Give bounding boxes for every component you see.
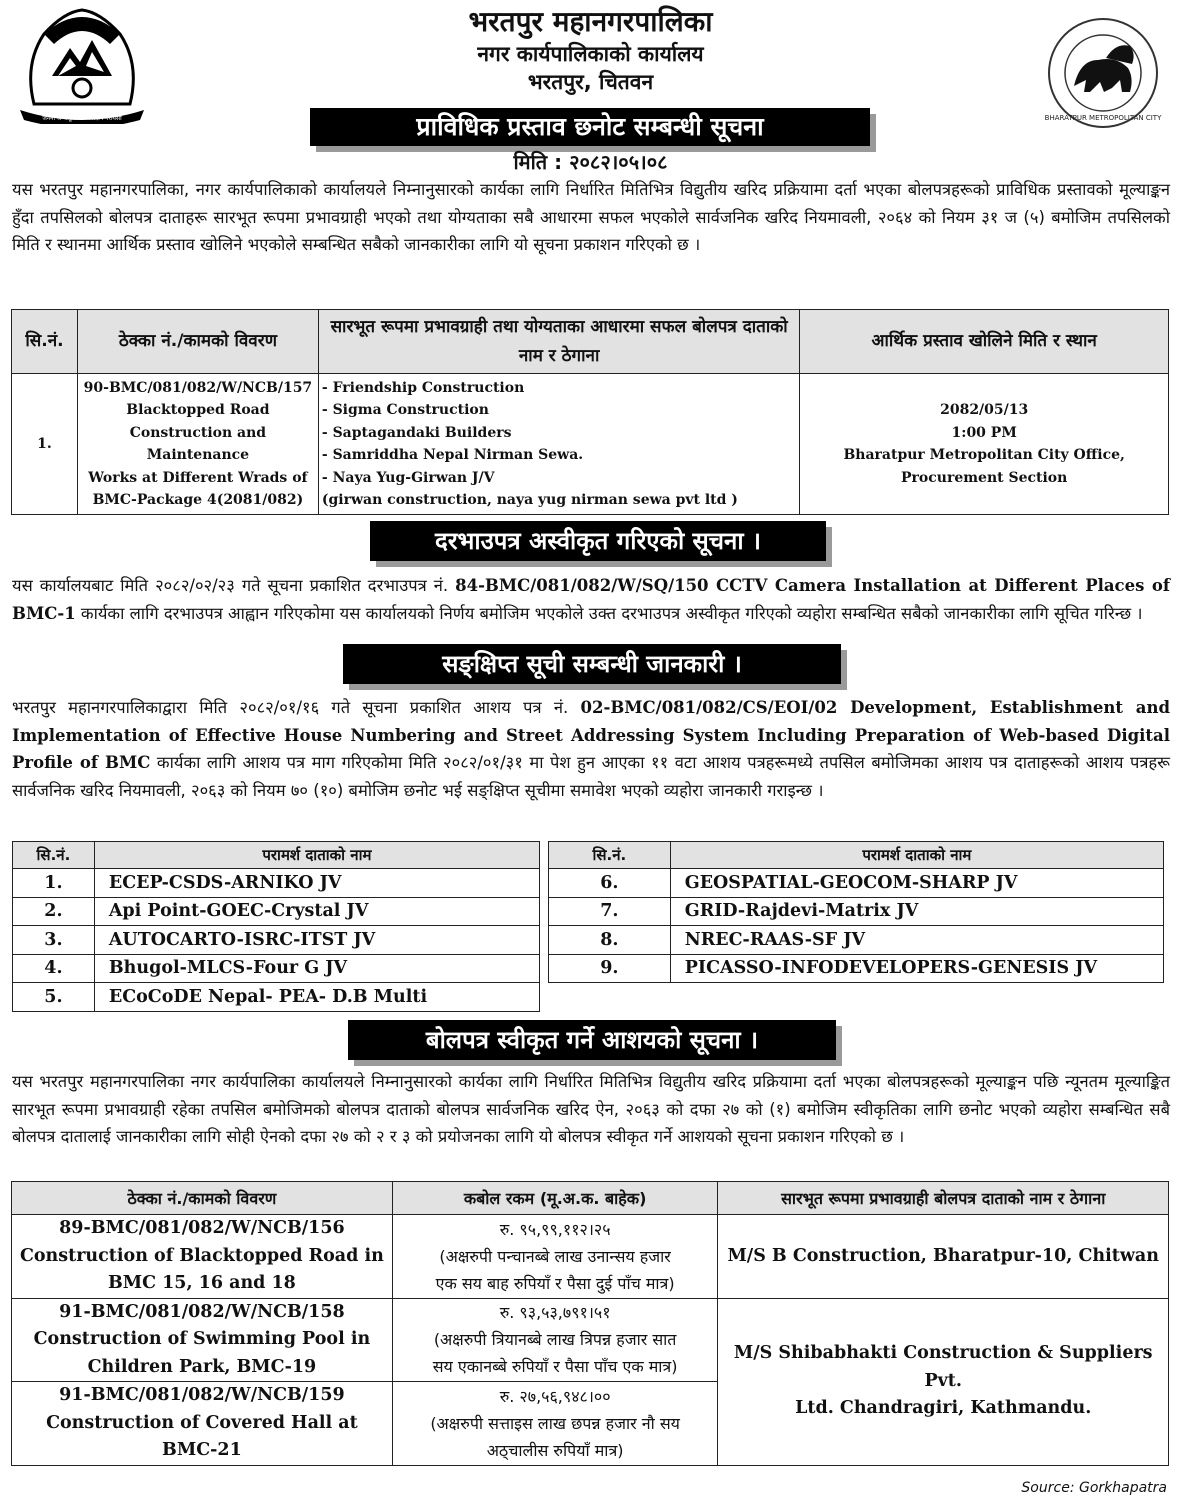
amount-words: (अक्षरुपी सत्ताइस लाख छपन्न हजार नौ सय — [430, 1413, 680, 1433]
table-row — [13, 983, 540, 1012]
table-row — [549, 926, 1164, 955]
serial-number: 9. — [549, 954, 671, 983]
serial-number: 6. — [549, 869, 671, 898]
bidder-name: M/S B Construction, Bharatpur-10, Chitwan — [718, 1215, 1169, 1299]
serial-number: 3. — [13, 926, 95, 955]
work-description — [12, 1215, 393, 1299]
consultant-name: PICASSO-INFODEVELOPERS-GENESIS JV — [670, 954, 1163, 983]
amount-figure: रु. ९५,९९,११२।२५ — [499, 1219, 611, 1239]
work-line: Construction of Blacktopped Road in — [19, 1245, 384, 1266]
table-header-row — [549, 842, 1164, 869]
notice4-body: यस भरतपुर महानगरपालिका नगर कार्यपालिका कार्यालयले निम्नानुसारको कार्यका लागि निर्धारित मितिभित्र विद्युतीय खरिद प्रक्रियामा दर्ता भएका बोलपत्रहरूको मूल्याङ्कन पछि न्यूनतम मूल्याङ्कित सारभूत रूपमा प्रभावग्राही रहेका तपसिल बमोजिमको बोलपत्र दाताको बोलपत्र सार्वजनिक खरिद ऐन, २०६३ को दफा २७ को (१) बमोजिम स्वीकृतिका लागि छनोट भएको व्यहोरा सम्बन्धित सबै बोलपत्र दातालाई जानकारीका लागि सोही ऐनको दफा २७ को २ र ३ को प्रयोजनका लागि यो बोलपत्र स्वीकृत गर्ने आशयको सूचना प्रकाशन गरिएको छ । — [12, 1072, 1170, 1146]
table-header-row — [13, 842, 540, 869]
table-row — [549, 869, 1164, 898]
notice-date: मिति : २०८२।०५।०८ — [513, 150, 668, 174]
column-header: सारभूत रूपमा प्रभावग्राही तथा योग्यताका आधारमा सफल बोलपत्र दाताको नाम र ठेगाना — [318, 310, 799, 374]
notice2-body-text: कार्यका लागि दरभाउपत्र आह्वान गरिएकोमा यस कार्यालयको निर्णय बमोजिम भएकोले उक्त दरभाउपत्र अस्वीकृत गरिएको व्यहोरा सम्बन्धित सबैको जानकारीका लागि सूचित गरिन्छ । — [75, 603, 1143, 623]
bidder-name: - Friendship Construction — [321, 379, 525, 396]
shortlist-table-left — [12, 841, 540, 1012]
serial-number: 2. — [13, 897, 95, 926]
table-row — [13, 897, 540, 926]
table-header-row — [12, 310, 1169, 374]
contract-number: 91-BMC/081/082/W/NCB/158 — [59, 1301, 345, 1322]
work-line: Construction and Maintenance — [129, 424, 267, 463]
amount-figure: रु. ९३,५३,७९१।५१ — [499, 1303, 611, 1323]
table-header-row — [12, 1182, 1169, 1215]
notice2-title: दरभाउपत्र अस्वीकृत गरिएको सूचना । — [370, 521, 826, 561]
intent-to-award-table — [11, 1181, 1169, 1466]
column-header: सि.नं. — [549, 842, 671, 869]
work-line: Children Park, BMC-19 — [87, 1356, 317, 1377]
work-description — [77, 374, 318, 515]
opening-place: Bharatpur Metropolitan City Office, — [843, 447, 1125, 463]
contract-number: 91-BMC/081/082/W/NCB/159 — [59, 1385, 345, 1405]
column-header: सारभूत रूपमा प्रभावग्राही बोलपत्र दाताको नाम र ठेगाना — [718, 1182, 1169, 1215]
work-line: BMC-Package 4(2081/082) — [92, 492, 304, 508]
work-description — [12, 1298, 393, 1382]
work-line: Works at Different Wrads of — [88, 469, 308, 486]
work-description — [12, 1382, 393, 1466]
work-line: Construction of Covered Hall at — [46, 1412, 358, 1433]
serial-number: 5. — [13, 983, 95, 1012]
work-line: BMC 15, 16 and 18 — [107, 1273, 296, 1293]
contract-number: 89-BMC/081/082/W/NCB/156 — [59, 1218, 345, 1238]
notice1-title: प्राविधिक प्रस्ताव छनोट सम्बन्धी सूचना — [310, 108, 870, 146]
bid-amount — [392, 1215, 718, 1299]
org-name: भरतपुर महानगरपालिका — [468, 5, 713, 38]
serial-number: 7. — [549, 897, 671, 926]
bidder-name-line: M/S Shibabhakti Construction & Suppliers Pvt. — [733, 1343, 1153, 1391]
contract-number: 90-BMC/081/082/W/NCB/157 — [83, 379, 313, 396]
column-header: परामर्श दाताको नाम — [670, 842, 1163, 869]
table-row — [13, 926, 540, 955]
bidder-name: - Naya Yug-Girwan J/V — [321, 469, 495, 486]
bidder-list — [318, 374, 799, 515]
work-line: Blacktopped Road — [126, 402, 270, 418]
opening-date: 2082/05/13 — [940, 402, 1029, 418]
column-header: आर्थिक प्रस्ताव खोलिने मिति र स्थान — [800, 310, 1169, 374]
column-header: परामर्श दाताको नाम — [94, 842, 539, 869]
office-name: नगर कार्यपालिकाको कार्यालय — [477, 42, 704, 66]
serial-number: 1. — [13, 869, 95, 898]
amount-figure: रु. २७,५६,९४८।०० — [499, 1386, 611, 1406]
consultant-name: Api Point-GOEC-Crystal JV — [94, 897, 539, 926]
notice3-reference: 02-BMC/081/082/CS/EOI/02 Development, Establishment and Implementation of Effective House Numbering and Street Addressing System Including Preparation of Web-based Digital Profile of BMC — [12, 698, 1170, 772]
table-row — [549, 897, 1164, 926]
notice3-body-text: कार्यका लागि आशय पत्र माग गरिएकोमा मिति २०८२/०१/३१ मा पेश हुन आएका ११ वटा आशय पत्रहरूमध्ये तपसिल बमोजिमका आशय पत्र दाताहरूको आशय पत्रहरू सार्वजनिक खरिद नियमावली, २०६३ को नियम ७० (१०) बमोजिम छनोट भई सङ्क्षिप्त सूचीमा समावेश भएको व्यहोरा जानकारी गराइन्छ । — [12, 753, 1171, 800]
notice3-title: सङ्क्षिप्त सूची सम्बन्धी जानकारी । — [343, 644, 841, 684]
amount-words: अठ्चालीस रुपियाँ मात्र) — [486, 1440, 624, 1460]
amount-words: सय एकानब्बे रुपियाँ र पैसा पाँच एक मात्र) — [432, 1357, 678, 1377]
consultant-name: NREC-RAAS-SF JV — [670, 926, 1163, 955]
notice2-reference: 84-BMC/081/082/W/SQ/150 CCTV Camera Installation at Different Places of BMC-1 — [12, 576, 1170, 623]
bidder-name: - Sigma Construction — [321, 402, 489, 418]
opening-place: Procurement Section — [901, 469, 1068, 486]
table-row — [13, 869, 540, 898]
technical-proposal-table — [11, 309, 1169, 515]
consultant-name: GRID-Rajdevi-Matrix JV — [670, 897, 1163, 926]
consultant-name: AUTOCARTO-ISRC-ITST JV — [94, 926, 539, 955]
serial-number: 4. — [13, 954, 95, 983]
bidder-name: - Samriddha Nepal Nirman Sewa. — [321, 447, 584, 463]
amount-words: (अक्षरुपी त्रियानब्बे लाख त्रिपन्न हजार सात — [433, 1330, 677, 1350]
consultant-name: Bhugol-MLCS-Four G JV — [94, 954, 539, 983]
serial-number: 8. — [549, 926, 671, 955]
notice2-body — [12, 572, 1170, 627]
notice2-body-text: यस कार्यालयबाट मिति २०८२/०२/२३ गते सूचना प्रकाशित दरभाउपत्र नं. — [12, 576, 456, 595]
amount-words: एक सय बाह रुपियाँ र पैसा दुई पाँच मात्र) — [435, 1273, 675, 1293]
bidder-name: - Saptagandaki Builders — [321, 424, 512, 441]
table-row — [549, 954, 1164, 983]
office-location: भरतपुर, चितवन — [527, 70, 654, 94]
notice4-title: बोलपत्र स्वीकृत गर्ने आशयको सूचना । — [348, 1020, 836, 1060]
work-line: BMC-21 — [162, 1440, 242, 1460]
notice3-body-text: भरतपुर महानगरपालिकाद्वारा मिति २०८२/०१/१६ गते सूचना प्रकाशित आशय पत्र नं. — [12, 698, 581, 717]
work-line: Construction of Swimming Pool in — [33, 1329, 371, 1349]
source-credit: Source: Gorkhapatra — [1021, 1480, 1167, 1496]
svg-text:BHARATPUR METROPOLITAN CITY: BHARATPUR METROPOLITAN CITY — [1044, 114, 1162, 122]
table-row — [12, 374, 1169, 515]
column-header: सि.नं. — [13, 842, 95, 869]
consultant-name: GEOSPATIAL-GEOCOM-SHARP JV — [670, 869, 1163, 898]
bid-amount — [392, 1382, 718, 1466]
consultant-name: ECEP-CSDS-ARNIKO JV — [94, 869, 539, 898]
table-row — [13, 954, 540, 983]
notice3-body — [12, 694, 1170, 804]
svg-text:जननी जन्मभूमिश्च स्वर्गादपि गर: जननी जन्मभूमिश्च स्वर्गादपि गरीयसी — [42, 115, 122, 122]
bidder-name-line: Ltd. Chandragiri, Kathmandu. — [795, 1398, 1092, 1419]
serial-number: 1. — [12, 374, 78, 515]
amount-words: (अक्षरुपी पन्चानब्बे लाख उनान्सय हजार — [439, 1246, 671, 1266]
column-header: कबोल रकम (मू.अ.क. बाहेक) — [392, 1182, 718, 1215]
column-header: ठेक्का नं./कामको विवरण — [77, 310, 318, 374]
bidder-name — [718, 1298, 1169, 1465]
table-row — [12, 1298, 1169, 1382]
notice1-body: यस भरतपुर महानगरपालिका, नगर कार्यपालिकाको कार्यालयले निम्नानुसारको कार्यका लागि निर्धारित मितिभित्र विद्युतीय खरिद प्रक्रियामा दर्ता भएका बोलपत्रहरूको प्राविधिक प्रस्तावको मूल्याङ्कन हुँदा तपसिलको बोलपत्र दाताहरू सारभूत रूपमा प्रभावग्राही भएको तथा योग्यताका सबै आधारमा सफल भएकोले सार्वजनिक खरिद नियमावली, २०६४ को नियम ३१ ज (५) बमोजिम तपसिलको मिति र स्थानमा आर्थिक प्रस्ताव खोलिने भएकोले सम्बन्धित सबैको जानकारीका लागि यो सूचना प्रकाशन गरिएको छ । — [12, 180, 1170, 254]
column-header: ठेक्का नं./कामको विवरण — [12, 1182, 393, 1215]
opening-time: 1:00 PM — [951, 424, 1017, 441]
table-row — [12, 1215, 1169, 1299]
bid-amount — [392, 1298, 718, 1382]
opening-date-place — [800, 374, 1169, 515]
consultant-name: ECoCoDE Nepal- PEA- D.B Multi — [94, 983, 539, 1012]
shortlist-table-right — [548, 841, 1164, 983]
column-header: सि.नं. — [12, 310, 78, 374]
bidder-name: (girwan construction, naya yug nirman sewa pvt ltd ) — [321, 492, 738, 508]
